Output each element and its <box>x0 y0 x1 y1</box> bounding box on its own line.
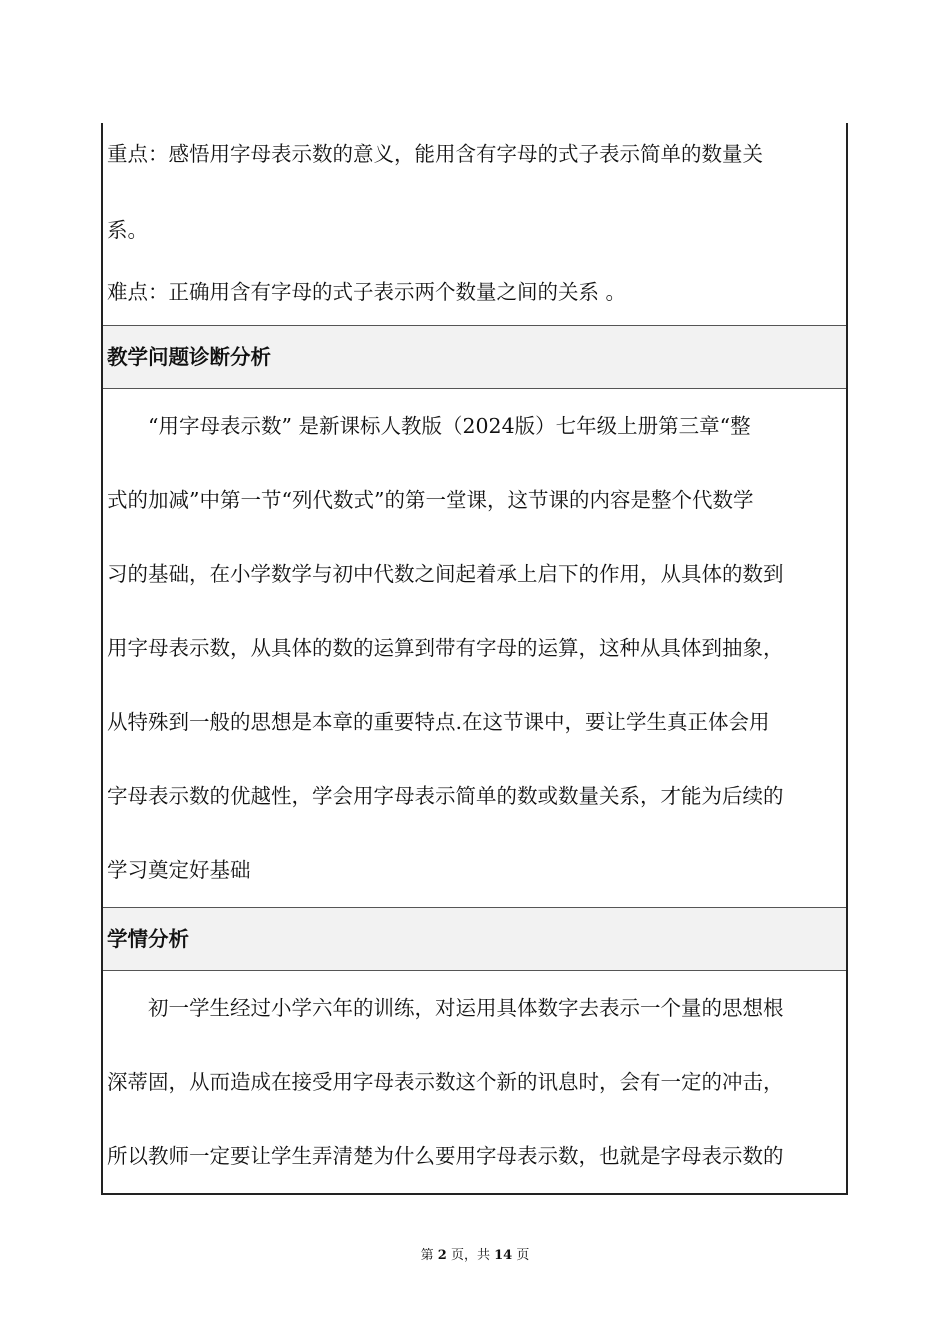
diagnosis-line: 用字母表示数，从具体的数的运算到带有字母的运算，这种从具体到抽象， <box>107 636 784 660</box>
students-line: 初一学生经过小学六年的训练，对运用具体数字去表示一个量的思想根 <box>148 996 784 1020</box>
diagnosis-line: “用字母表示数” 是新课标人教版（2024版）七年级上册第三章“整 <box>148 414 751 438</box>
diagnosis-line: 习的基础，在小学数学与初中代数之间起着承上启下的作用，从具体的数到 <box>107 562 784 586</box>
diagnosis-cell <box>103 389 846 907</box>
diagnosis-header: 教学问题诊断分析 <box>103 325 846 389</box>
students-cell <box>103 971 846 1193</box>
footer-prefix: 第 <box>420 1248 434 1263</box>
total-page-number: 14 <box>494 1248 513 1263</box>
diagnosis-line: 从特殊到一般的思想是本章的重要特点.在这节课中，要让学生真正体会用 <box>107 710 770 734</box>
diagnosis-line: 学习奠定好基础 <box>107 858 251 882</box>
footer-middle: 页，共 <box>450 1248 490 1263</box>
focus-cell <box>103 123 846 325</box>
students-line: 所以教师一定要让学生弄清楚为什么要用字母表示数，也就是字母表示数的 <box>107 1144 784 1168</box>
students-header: 学情分析 <box>103 907 846 971</box>
page-footer <box>0 1244 950 1263</box>
students-line: 深蒂固，从而造成在接受用字母表示数这个新的讯息时，会有一定的冲击， <box>107 1070 784 1094</box>
footer-suffix: 页 <box>516 1248 530 1263</box>
current-page-number: 2 <box>437 1248 447 1263</box>
key-point-line-2: 系。 <box>107 218 148 242</box>
difficult-point: 难点：正确用含有字母的式子表示两个数量之间的关系 。 <box>107 280 627 304</box>
diagnosis-line: 字母表示数的优越性，学会用字母表示简单的数或数量关系，才能为后续的 <box>107 784 784 808</box>
lesson-plan-table <box>101 123 848 1195</box>
key-point-line-1: 重点：感悟用字母表示数的意义，能用含有字母的式子表示简单的数量关 <box>107 142 763 166</box>
diagnosis-line: 式的加减”中第一节“列代数式”的第一堂课，这节课的内容是整个代数学 <box>107 488 754 512</box>
